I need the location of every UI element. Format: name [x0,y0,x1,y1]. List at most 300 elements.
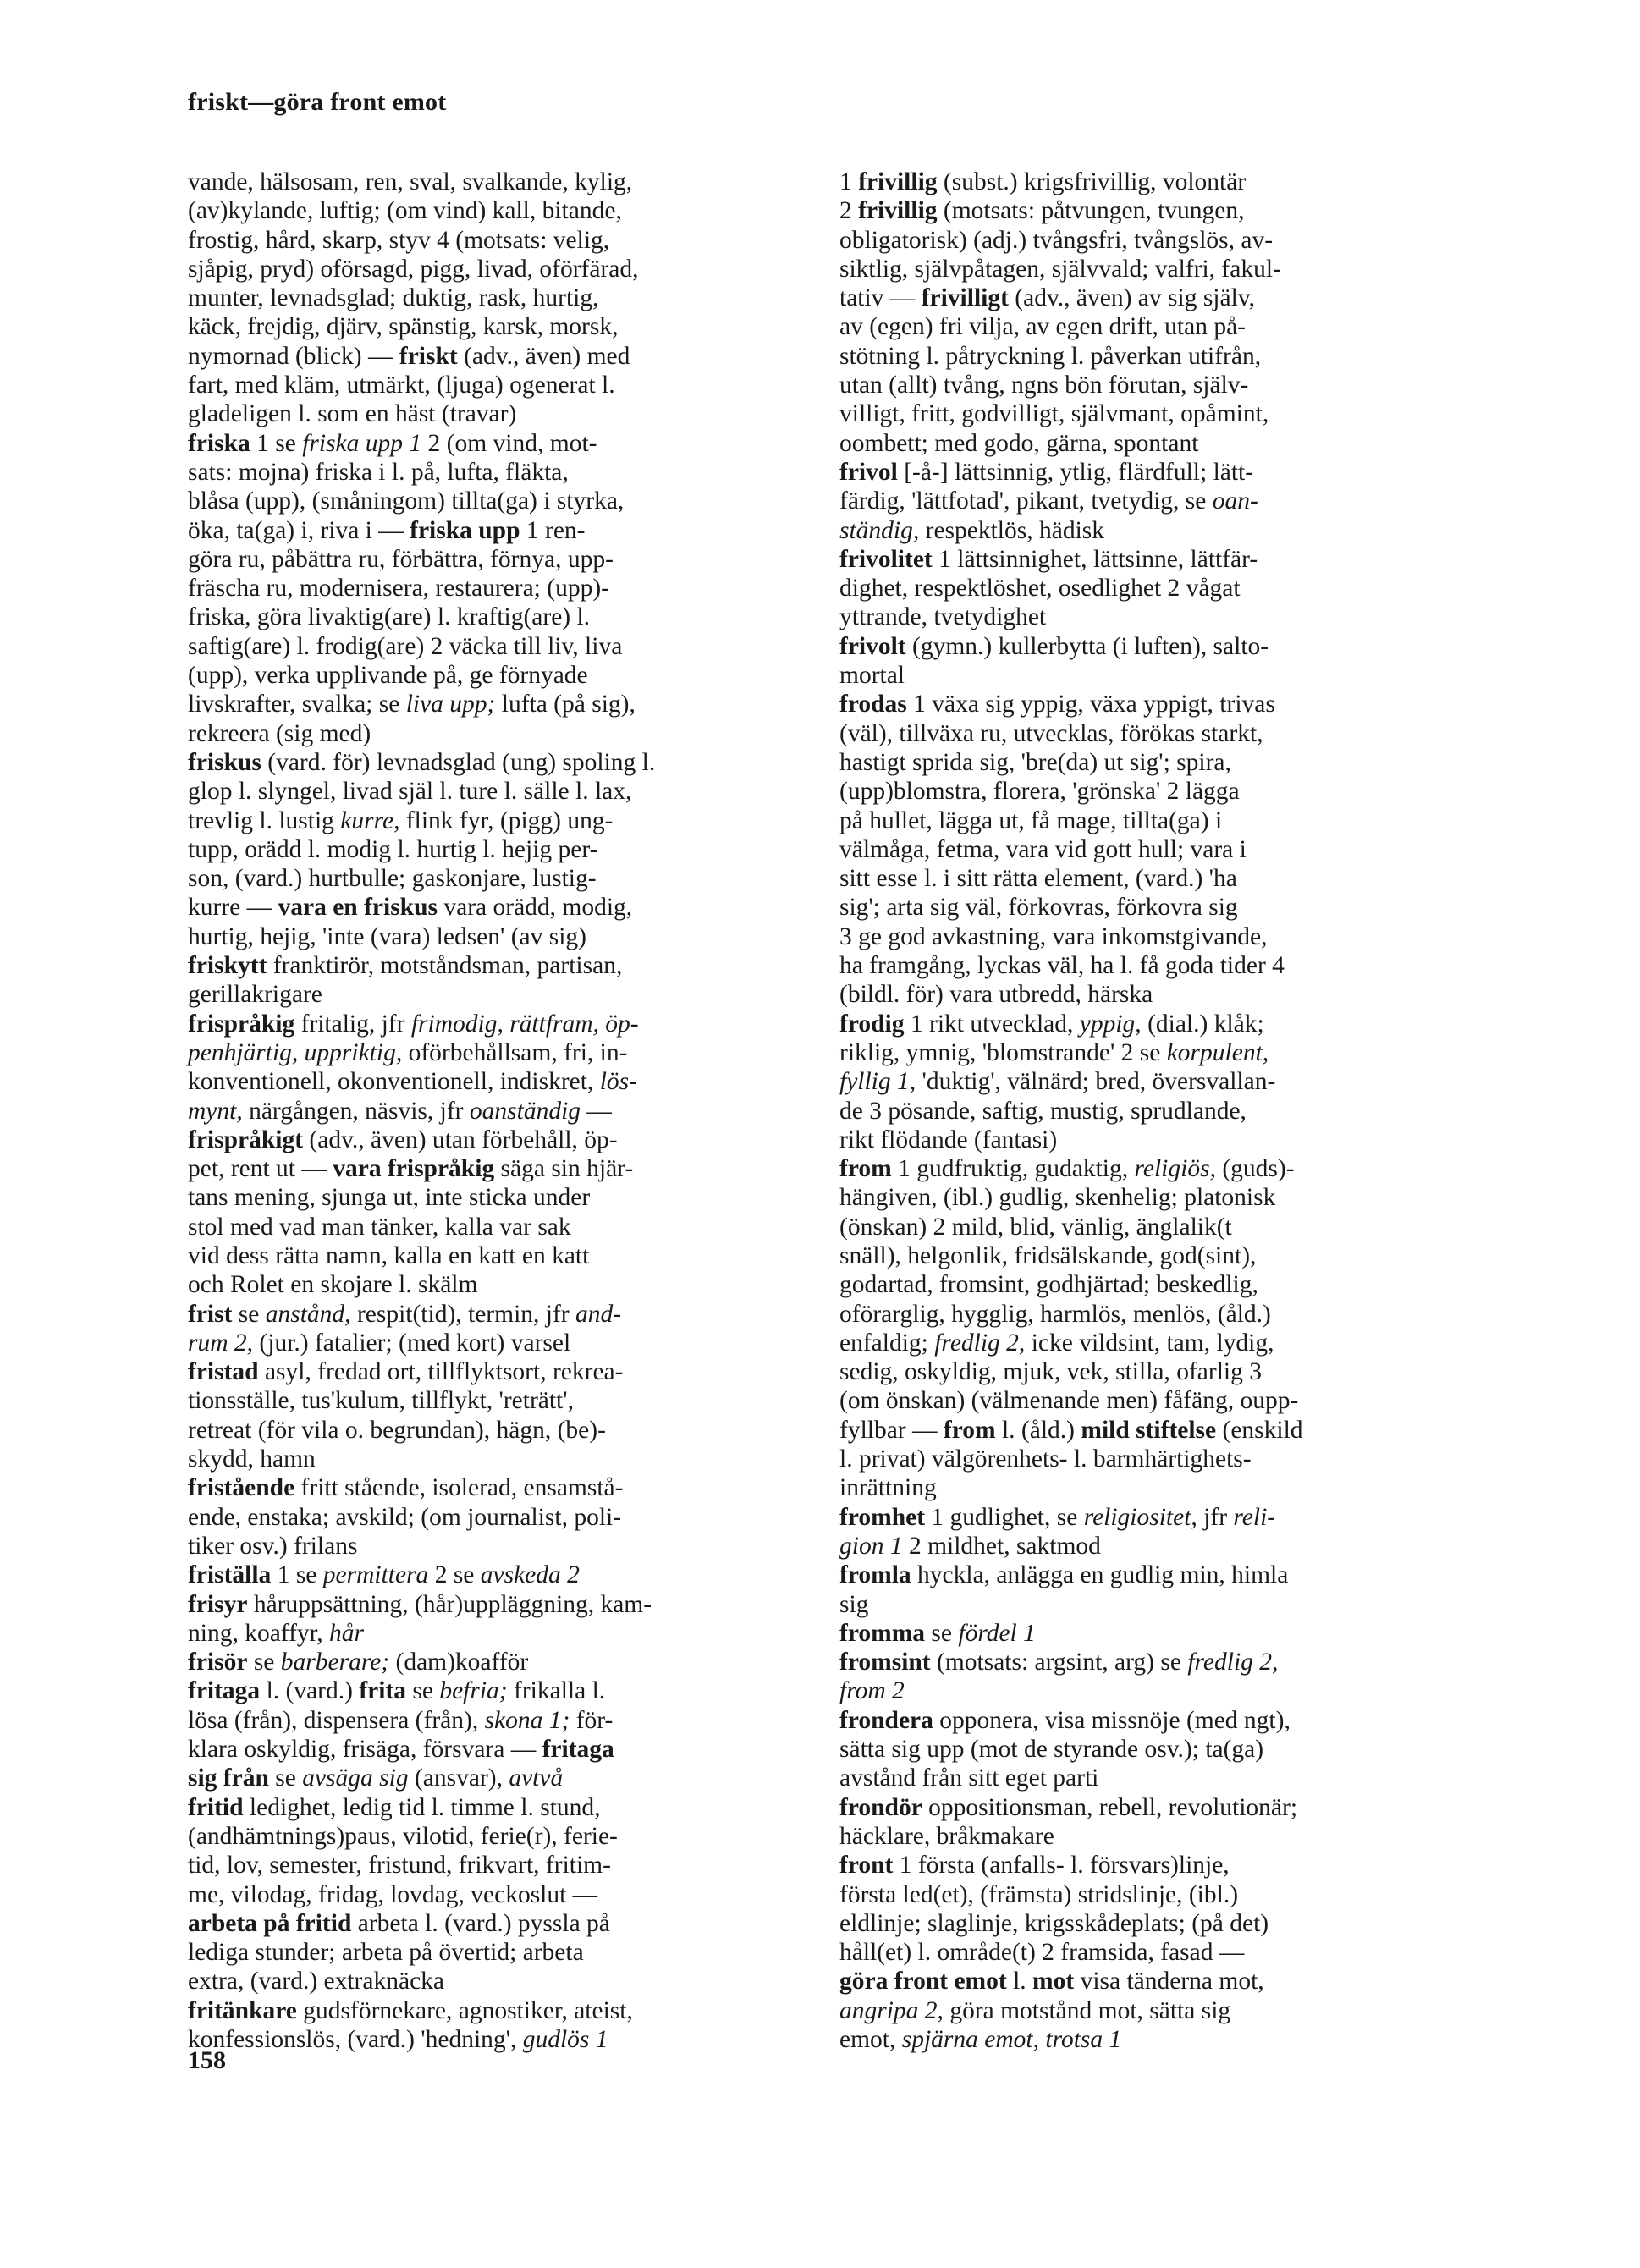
definition-text: snäll), helgonlik, fridsälskande, god(sint), [839,1241,1257,1269]
cross-reference: permittera [322,1561,429,1589]
definition-text: oförbehållsam, fri, in- [402,1038,628,1066]
definition-text: (adv., även) med [457,342,630,370]
definition-text: och Rolet en skojare l. skälm [188,1271,478,1299]
cross-reference: fyllig 1, [839,1068,916,1096]
text-line [188,1909,848,1938]
definition-text: lufta (på sig), [495,691,636,718]
cross-reference: avsäga sig [302,1764,409,1792]
text-line [188,516,848,545]
text-line [188,1532,848,1561]
headword: fromla [839,1561,911,1589]
headword: frivolitet [839,545,933,573]
definition-text: ende, enstaka; avskild; (om journalist, poli- [188,1503,622,1531]
text-line [188,342,848,371]
cross-reference: gion 1 [839,1532,903,1560]
definition-text: opponera, visa missnöje (med ngt), [933,1706,1291,1734]
definition-text: siktlig, självpåtagen, självvald; valfri, fakul- [839,255,1281,283]
text-line [188,1386,848,1415]
definition-text: 2 (om vind, mot- [421,429,597,457]
cross-reference: fredlig 2, [1187,1649,1279,1676]
cross-reference: religiositet, [1083,1503,1197,1531]
cross-reference: oan- [1212,487,1258,515]
definition-text: lediga stunder; arbeta på övertid; arbeta [188,1939,584,1967]
text-line [839,980,1500,1009]
definition-text: klara oskyldig, frisäga, försvara — [188,1736,542,1764]
text-line [839,399,1500,428]
text-line [839,516,1500,545]
text-line [839,1793,1500,1822]
text-line [188,1503,848,1532]
definition-text: (om önskan) (välmenande men) fåfäng, oupp- [839,1387,1299,1415]
text-line [188,284,848,312]
text-line [839,1764,1500,1792]
definition-text: godartad, fromsint, godhjärtad; beskedlig, [839,1271,1258,1299]
text-line [839,545,1500,574]
text-line [839,864,1500,893]
definition-text: arbeta l. (vard.) pyssla på [351,1909,610,1937]
headword: frondera [839,1706,933,1734]
headword: fritaga [188,1677,261,1705]
text-line [839,487,1500,515]
definition-text: skydd, hamn [188,1445,316,1473]
text-line [188,255,848,284]
text-line [839,1996,1500,2025]
text-line [839,342,1500,371]
text-line [839,1300,1500,1329]
cross-reference: ständig, [839,516,920,544]
definition-text: (av)kylande, luftig; (om vind) kall, bitande, [188,197,622,225]
definition-text: livskrafter, svalka; se [188,691,406,718]
text-line [188,1590,848,1619]
definition-text: 3 ge god avkastning, vara inkomstgivande, [839,922,1268,950]
text-line [188,371,848,399]
definition-text: fritt stående, isolerad, ensamstå- [294,1474,624,1502]
text-line [839,922,1500,951]
headword: frodig [839,1010,905,1038]
definition-text: riklig, ymnig, 'blomstrande' 2 se [839,1038,1167,1066]
definition-text: oombett; med godo, gärna, spontant [839,429,1199,457]
text-line [839,255,1500,284]
definition-text: 2 [839,197,859,225]
definition-text: stol med vad man tänker, kalla var sak [188,1213,571,1241]
cross-reference: befria; [439,1677,508,1705]
definition-text: öka, ta(ga) i, riva i — [188,516,410,544]
definition-text: sedig, oskyldig, mjuk, vek, stilla, ofarlig 3 [839,1358,1262,1386]
definition-text: (motsats: argsint, arg) se [930,1649,1188,1676]
text-line [188,574,848,603]
definition-text: (jur.) fatalier; (med kort) varsel [253,1329,571,1357]
text-line [188,1676,848,1705]
text-line [839,1270,1500,1299]
definition-text: (väl), tillväxa ru, utvecklas, förökas starkt, [839,719,1263,747]
text-line [839,1416,1500,1445]
text-line [839,1938,1500,1967]
definition-text: gladeligen l. som en häst (travar) [188,400,517,428]
definition-text: lösa (från), dispensera (från), [188,1706,485,1734]
definition-text: (ansvar), [408,1764,509,1792]
definition-text: (upp), verka upplivande på, ge förnyade [188,662,588,690]
definition-text: dighet, respektlöshet, osedlighet 2 vågat [839,575,1241,603]
text-line [188,1183,848,1212]
definition-text: för- [570,1706,614,1734]
definition-text: trevlig l. lustig [188,806,341,834]
headword: frist [188,1300,233,1328]
text-line [839,777,1500,806]
text-line [839,1097,1500,1126]
definition-text: oförarglig, hygglig, harmlös, menlös, (åld.) [839,1300,1271,1328]
headword: mild stiftelse [1081,1416,1217,1444]
headword: fritid [188,1793,244,1821]
definition-text: av (egen) fri vilja, av egen drift, utan på- [839,313,1246,341]
headword: sig från [188,1764,269,1792]
definition-text: hyckla, anlägga en gudlig min, himla [911,1561,1289,1589]
cross-reference: reli- [1233,1503,1276,1531]
definition-text: käck, frejdig, djärv, spänstig, karsk, morsk, [188,313,619,341]
definition-text: emot, [839,2026,902,2053]
definition-text: sig'; arta sig väl, förkovras, förkovra sig [839,894,1238,922]
headword: fristad [188,1358,259,1386]
cross-reference: friska upp 1 [302,429,422,457]
definition-text: tativ — [839,284,922,312]
text-line [188,632,848,661]
definition-text: friska, göra livaktig(are) l. kraftig(are) l. [188,603,591,631]
definition-text: icke vildsint, tam, lydig, [1025,1329,1274,1357]
headword: frivolt [839,632,906,660]
text-line [188,748,848,777]
definition-text: respektlös, hädisk [919,516,1105,544]
headword: frivillig [858,168,938,195]
text-line [839,1329,1500,1357]
text-line [188,835,848,864]
text-line [188,545,848,574]
text-line [839,951,1500,980]
headword: friska [188,429,250,457]
definition-text: ledighet, ledig tid l. timme l. stund, [243,1793,601,1821]
headword: frivilligt [921,284,1009,312]
cross-reference: fördel 1 [958,1619,1036,1647]
text-line [188,1648,848,1676]
definition-text: sätta sig upp (mot de styrande osv.); ta(ga) [839,1736,1264,1764]
text-line [188,196,848,225]
cross-reference: korpulent, [1166,1038,1269,1066]
text-line [839,893,1500,922]
cross-reference: religiös, [1134,1155,1216,1183]
cross-reference: penhjärtig, uppriktig, [188,1038,403,1066]
cross-reference: skona 1; [484,1706,570,1734]
definition-text: asyl, fredad ort, tillflyktsort, rekrea- [258,1358,624,1386]
text-line [839,1445,1500,1473]
headword: frodas [839,691,907,718]
text-line [188,1967,848,1996]
cross-reference: frimodig, rättfram, öp- [410,1010,639,1038]
text-line [188,1851,848,1880]
definition-text: 1 [839,168,859,195]
definition-text: sjåpig, pryd) oförsagd, pigg, livad, oförfärad, [188,255,639,283]
definition-text: (adv., även) utan förbehåll, öp- [303,1126,618,1153]
definition-text: (dam)koafför [389,1649,529,1676]
text-line [839,1473,1500,1502]
definition-text: hängiven, (ibl.) gudlig, skenhelig; platonisk [839,1184,1276,1212]
cross-reference: avtvå [509,1764,564,1792]
text-line [839,1619,1500,1648]
text-line [839,1357,1500,1386]
definition-text: avstånd från sitt eget parti [839,1764,1099,1792]
text-line [839,1154,1500,1183]
headword: göra front emot [839,1968,1007,1996]
definition-text: 1 gudfruktig, gudaktig, [891,1155,1135,1183]
text-line [839,1590,1500,1619]
definition-text: göra motstånd mot, sätta sig [943,1996,1231,2024]
definition-text: stötning l. påtryckning l. påverkan utifrån, [839,342,1262,370]
cross-reference: anstånd, [265,1300,351,1328]
cross-reference: oanständig [469,1097,581,1125]
text-line [839,1735,1500,1764]
definition-text: se [925,1619,959,1647]
text-line [188,1996,848,2025]
text-line [188,1097,848,1126]
definition-text: se [247,1649,281,1676]
definition-text: tionsställe, tus'kulum, tillflykt, 'reträtt', [188,1387,574,1415]
definition-text: se [268,1764,303,1792]
definition-text: ning, koaffyr, [188,1619,330,1647]
cross-reference: gudlös 1 [522,2026,608,2053]
text-line [188,980,848,1009]
definition-text: inrättning [839,1474,937,1502]
definition-text: på hullet, lägga ut, få mage, tillta(ga) i [839,806,1223,834]
definition-text: 1 gudlighet, se [925,1503,1084,1531]
text-line [188,1706,848,1735]
text-line [188,922,848,951]
cross-reference: hår [329,1619,365,1647]
text-line [839,2025,1500,2054]
cross-reference: mynt, [188,1097,243,1125]
headword: frita [359,1677,407,1705]
text-line [188,1445,848,1473]
definition-text: pet, rent ut — [188,1155,333,1183]
running-head: friskt—göra front emot [188,88,447,116]
definition-text: sats: mojna) friska i l. på, lufta, fläkta, [188,458,569,486]
text-line [839,574,1500,603]
definition-text: l. (åld.) [995,1416,1081,1444]
text-line [839,1038,1500,1067]
text-line [188,690,848,718]
text-line [188,893,848,922]
definition-text: me, vilodag, fridag, lovdag, veckoslut — [188,1880,598,1908]
text-line [839,603,1500,631]
text-line [839,748,1500,777]
text-line [188,951,848,980]
text-line [188,458,848,487]
definition-text: frostig, hård, skarp, styv 4 (motsats: velig, [188,226,610,254]
headword: fromma [839,1619,926,1647]
headword: friska upp [410,516,520,544]
definition-text: hurtig, hejig, 'inte (vara) ledsen' (av sig) [188,922,587,950]
page-number: 158 [188,2046,226,2074]
definition-text: (motsats: påtvungen, tvungen, [937,197,1245,225]
definition-text: ha framgång, lyckas väl, ha l. få goda tider 4 [839,952,1285,980]
definition-text: de 3 pösande, saftig, mustig, sprudlande, [839,1097,1247,1125]
text-line [188,1619,848,1648]
text-line [839,1967,1500,1996]
cross-reference: rum 2, [188,1329,254,1357]
definition-text: sitt esse l. i sitt rätta element, (vard.) 'ha [839,865,1237,893]
headword: from [839,1155,892,1183]
headword: fromhet [839,1503,926,1531]
text-line [839,1386,1500,1415]
definition-text: första led(et), (främsta) stridslinje, (ibl.) [839,1880,1239,1908]
definition-text: hastigt sprida sig, 'bre(da) ut sig'; spira, [839,748,1231,776]
definition-text: se [406,1677,440,1705]
text-line [839,632,1500,661]
definition-text: (subst.) krigsfrivillig, volontär [937,168,1247,195]
definition-text: vid dess rätta namn, kalla en katt en katt [188,1241,590,1269]
text-line [839,1241,1500,1270]
cross-reference: and- [575,1300,622,1328]
text-line [188,1561,848,1589]
headword: fristående [188,1474,295,1502]
definition-text: konventionell, okonventionell, indiskret, [188,1068,600,1096]
text-line [839,1183,1500,1212]
text-line [839,1010,1500,1038]
definition-text: tans mening, sjunga ut, inte sticka under [188,1184,591,1212]
text-line [839,1706,1500,1735]
cross-reference: angripa 2, [839,1996,944,2024]
text-line [188,777,848,806]
definition-text: (gymn.) kullerbytta (i luften), salto- [905,632,1269,660]
text-line [188,1880,848,1909]
definition-text: göra ru, påbättra ru, förbättra, förnya, upp- [188,545,614,573]
definition-text: (bildl. för) vara utbredd, härska [839,981,1153,1009]
definition-text: 2 se [428,1561,481,1589]
headword: mot [1032,1968,1075,1996]
definition-text: saftig(are) l. frodig(are) 2 väcka till liv, liva [188,632,623,660]
definition-text: l. privat) välgörenhets- l. barmhärtighets- [839,1445,1252,1473]
right-column [839,168,1500,2054]
headword: frisör [188,1649,248,1676]
definition-text: villigt, fritt, godvilligt, självmant, opåmint, [839,400,1269,428]
definition-text: son, (vard.) hurtbulle; gaskonjare, lustig- [188,865,597,893]
definition-text: obligatorisk) (adj.) tvångsfri, tvångslös, av- [839,226,1274,254]
definition-text: gerillakrigare [188,981,322,1009]
text-line [188,1300,848,1329]
definition-text: oppositionsman, rebell, revolutionär; [922,1793,1298,1821]
cross-reference: fredlig 2, [934,1329,1026,1357]
text-line [188,2025,848,2054]
text-line [839,168,1500,196]
headword: fromsint [839,1649,931,1676]
text-line [839,835,1500,864]
definition-text: (enskild [1216,1416,1303,1444]
text-line [188,399,848,428]
headword: arbeta på fritid [188,1909,352,1937]
text-line [188,487,848,515]
text-line [188,603,848,631]
headword: fritaga [542,1736,614,1764]
definition-text: vara orädd, modig, [437,894,633,922]
definition-text: sig [839,1590,869,1618]
cross-reference: yppig, [1079,1010,1142,1038]
definition-text: närgången, näsvis, jfr [242,1097,470,1125]
text-line [839,1909,1500,1938]
definition-text: fyllbar — [839,1416,944,1444]
text-line [188,1038,848,1067]
text-line [188,1473,848,1502]
text-line [188,168,848,196]
definition-text: yttrande, tvetydighet [839,603,1047,631]
definition-text: kurre — [188,894,278,922]
text-line [839,1561,1500,1589]
definition-text: 1 växa sig yppig, växa yppigt, trivas [906,691,1275,718]
text-line [839,1067,1500,1096]
definition-text: färdig, 'lättfotad', pikant, tvetydig, se [839,487,1213,515]
text-line [188,1329,848,1357]
text-line [188,1126,848,1154]
definition-text: fart, med kläm, utmärkt, (ljuga) ogenerat l. [188,372,615,399]
definition-text: frikalla l. [507,1677,606,1705]
headword: frivol [839,458,898,486]
text-line [188,1793,848,1822]
text-line [839,284,1500,312]
cross-reference: lös- [599,1068,637,1096]
definition-text: rikt flödande (fantasi) [839,1126,1058,1153]
headword: vara en friskus [278,894,438,922]
definition-text: vande, hälsosam, ren, sval, svalkande, kylig, [188,168,633,195]
headword: friställa [188,1561,272,1589]
definition-text: franktirör, motståndsman, partisan, [267,952,623,980]
text-line [839,429,1500,458]
cross-reference: kurre, [340,806,400,834]
definition-text: munter, levnadsglad; duktig, rask, hurtig, [188,284,599,312]
text-line [839,226,1500,255]
definition-text: eldlinje; slaglinje, krigsskådeplats; (på det) [839,1909,1269,1937]
text-line [188,1764,848,1792]
definition-text: (önskan) 2 mild, blid, vänlig, änglalik(t [839,1213,1232,1241]
definition-text: utan (allt) tvång, ngns bön förutan, själv- [839,372,1249,399]
definition-text: håll(et) l. område(t) 2 framsida, fasad — [839,1939,1245,1967]
definition-text: visa tänderna mot, [1074,1968,1264,1996]
definition-text: 'duktig', välnärd; bred, översvallan- [916,1068,1276,1096]
definition-text: 1 ren- [520,516,586,544]
definition-text: häcklare, bråkmakare [839,1822,1054,1850]
text-line [839,1126,1500,1154]
headword: vara frispråkig [333,1155,495,1183]
definition-text: (andhämtnings)paus, vilotid, ferie(r), ferie- [188,1822,618,1850]
definition-text: se [232,1300,266,1328]
definition-text: blåsa (upp), (småningom) tillta(ga) i styrka, [188,487,625,515]
text-line [839,1822,1500,1851]
headword: frisyr [188,1590,248,1618]
definition-text: jfr [1197,1503,1234,1531]
definition-text: 2 mildhet, saktmod [902,1532,1101,1560]
cross-reference: barberare; [280,1649,390,1676]
text-line [188,1938,848,1967]
definition-text: 1 se [271,1561,323,1589]
text-line [839,661,1500,690]
definition-text: 1 se [250,429,303,457]
definition-text: välmåga, fetma, vara vid gott hull; vara i [839,835,1247,863]
definition-text: säga sin hjär- [494,1155,634,1183]
text-line [839,1532,1500,1561]
text-line [188,1735,848,1764]
headword: front [839,1852,894,1880]
text-line [188,1241,848,1270]
definition-text: mortal [839,662,905,690]
definition-text: fritalig, jfr [294,1010,411,1038]
definition-text: håruppsättning, (hår)uppläggning, kam- [247,1590,652,1618]
cross-reference: liva upp; [405,691,496,718]
cross-reference: spjärna emot, trotsa 1 [901,2026,1122,2053]
text-line [188,1416,848,1445]
